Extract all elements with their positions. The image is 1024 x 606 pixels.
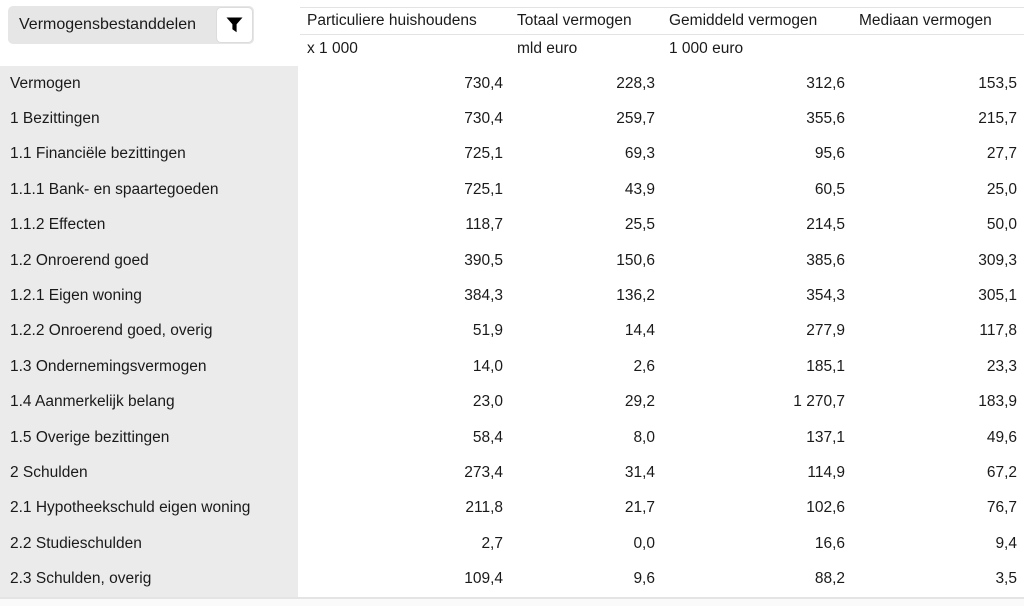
cell-value: 95,6 [814, 145, 845, 163]
table-row [0, 349, 1024, 384]
cell-value: 114,9 [807, 463, 845, 481]
cell-value: 43,9 [624, 180, 655, 198]
cell-value: 214,5 [806, 216, 845, 234]
cell-value: 273,4 [464, 463, 503, 481]
cell-value: 730,4 [464, 74, 503, 92]
cell-value: 183,9 [978, 393, 1017, 411]
cell-value: 137,1 [806, 428, 845, 446]
filter-button[interactable] [216, 7, 253, 43]
cell-value: 153,5 [978, 74, 1017, 92]
cell-value: 354,3 [806, 287, 845, 305]
column-header-particuliere-huishoudens: Particuliere huishoudens [307, 12, 477, 29]
table-row [0, 526, 1024, 561]
row-label: 1.3 Ondernemingsvermogen [0, 349, 298, 384]
cell-value: 0,0 [633, 534, 655, 552]
column-header-totaal-vermogen: Totaal vermogen [517, 12, 632, 29]
table-row [0, 314, 1024, 349]
column-unit-particuliere-huishoudens: x 1 000 [307, 39, 358, 57]
cell-value: 14,0 [472, 357, 503, 375]
row-label: 1.1.2 Effecten [0, 208, 298, 243]
cell-value: 150,6 [616, 251, 655, 269]
cell-value: 259,7 [616, 110, 655, 128]
dimension-selector[interactable] [8, 6, 254, 44]
table-bottom-strip [0, 599, 1024, 606]
row-label: 1.1.1 Bank- en spaartegoeden [0, 172, 298, 207]
cell-value: 385,6 [806, 251, 845, 269]
cell-value: 118,7 [465, 216, 503, 234]
cell-value: 9,6 [633, 570, 655, 588]
cell-value: 67,2 [986, 463, 1017, 481]
cell-value: 355,6 [806, 110, 845, 128]
row-label: 1.2 Onroerend goed [0, 243, 298, 278]
cell-value: 185,1 [806, 357, 845, 375]
row-label: 2.2 Studieschulden [0, 526, 298, 561]
cell-value: 51,9 [472, 322, 503, 340]
row-label: 2 Schulden [0, 455, 298, 490]
column-header-labels-row [300, 8, 1024, 35]
cell-value: 136,2 [616, 287, 655, 305]
cell-value: 730,4 [464, 110, 503, 128]
cell-value: 25,0 [986, 180, 1017, 198]
cell-value: 9,4 [995, 534, 1017, 552]
cell-value: 1 270,7 [793, 393, 845, 411]
cell-value: 76,7 [986, 499, 1017, 517]
cell-value: 23,3 [986, 357, 1017, 375]
cell-value: 3,5 [995, 570, 1017, 588]
column-header-units-row [300, 35, 1024, 62]
row-label: 1.2.2 Onroerend goed, overig [0, 314, 298, 349]
cell-value: 277,9 [806, 322, 845, 340]
cell-value: 109,4 [464, 570, 503, 588]
cell-value: 58,4 [472, 428, 503, 446]
cell-value: 215,7 [978, 110, 1017, 128]
column-unit-gemiddeld-vermogen: 1 000 euro [669, 39, 744, 57]
table-row [0, 491, 1024, 526]
row-label: 1.1 Financiële bezittingen [0, 137, 298, 172]
table-row [0, 137, 1024, 172]
table-row [0, 278, 1024, 313]
cell-value: 60,5 [814, 180, 845, 198]
table-row [0, 420, 1024, 455]
cell-value: 29,2 [624, 393, 655, 411]
table-row [0, 66, 1024, 101]
cell-value: 31,4 [624, 463, 655, 481]
table-row [0, 455, 1024, 490]
table-row [0, 385, 1024, 420]
cell-value: 102,6 [806, 499, 845, 517]
cell-value: 23,0 [472, 393, 503, 411]
table-row [0, 172, 1024, 207]
cell-value: 312,6 [806, 74, 845, 92]
table-row [0, 243, 1024, 278]
cell-value: 2,6 [633, 357, 655, 375]
row-label: 2.3 Schulden, overig [0, 561, 298, 596]
row-label: 1.4 Aanmerkelijk belang [0, 385, 298, 420]
row-label: 1.5 Overige bezittingen [0, 420, 298, 455]
cell-value: 725,1 [464, 145, 503, 163]
row-label: 1 Bezittingen [0, 101, 298, 136]
table-row [0, 101, 1024, 136]
cell-value: 21,7 [624, 499, 655, 517]
cell-value: 305,1 [978, 287, 1017, 305]
cell-value: 2,7 [481, 534, 503, 552]
cell-value: 117,8 [979, 322, 1017, 340]
cell-value: 384,3 [464, 287, 503, 305]
dimension-label: Vermogensbestanddelen [19, 16, 197, 33]
cell-value: 8,0 [633, 428, 655, 446]
cell-value: 49,6 [986, 428, 1017, 446]
cell-value: 14,4 [624, 322, 655, 340]
cell-value: 88,2 [814, 570, 845, 588]
cell-value: 228,3 [616, 74, 655, 92]
cell-value: 725,1 [464, 180, 503, 198]
table-body [0, 66, 1024, 597]
row-label: 1.2.1 Eigen woning [0, 278, 298, 313]
cell-value: 50,0 [986, 216, 1017, 234]
table-row [0, 561, 1024, 596]
column-header-mediaan-vermogen: Mediaan vermogen [859, 12, 992, 29]
funnel-icon [226, 17, 243, 33]
table-row [0, 208, 1024, 243]
cell-value: 27,7 [986, 145, 1017, 163]
row-label: 2.1 Hypotheekschuld eigen woning [0, 491, 298, 526]
cell-value: 390,5 [464, 251, 503, 269]
cell-value: 16,6 [814, 534, 845, 552]
cell-value: 211,8 [465, 499, 503, 517]
cell-value: 25,5 [624, 216, 655, 234]
column-header-gemiddeld-vermogen: Gemiddeld vermogen [669, 12, 818, 29]
column-headers [300, 7, 1024, 62]
cell-value: 309,3 [978, 251, 1017, 269]
row-label: Vermogen [0, 66, 298, 101]
column-unit-totaal-vermogen: mld euro [517, 39, 578, 57]
cell-value: 69,3 [624, 145, 655, 163]
